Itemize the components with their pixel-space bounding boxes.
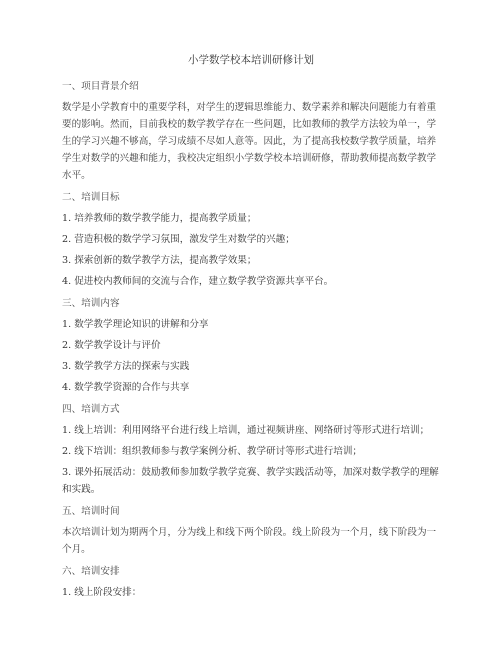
paragraph-line: 数学是小学教育中的重要学科，对学生的逻辑思维能力、数学素养和解决问题能力有着重 bbox=[62, 102, 437, 113]
section-heading-methods: 四、培训方式 bbox=[62, 404, 120, 415]
paragraph-line: 本次培训计划为期两个月，分为线上和线下两个阶段。线上阶段为一个月，线下阶段为一 bbox=[62, 527, 437, 538]
section-heading-content: 三、培训内容 bbox=[62, 298, 120, 309]
list-item: 1. 线上培训：利用网络平台进行线上培训，通过视频讲座、网络研讨等形式进行培训； bbox=[62, 425, 430, 436]
list-item: 2. 线下培训：组织教师参与教学案例分析、教学研讨等形式进行培训； bbox=[62, 446, 363, 457]
list-item: 4. 数学教学资源的合作与共享 bbox=[62, 382, 190, 393]
list-item: 4. 促进校内教师间的交流与合作，建立数学教学资源共享平台。 bbox=[62, 276, 334, 287]
list-item: 3. 探索创新的数学教学方法，提高教学效果； bbox=[62, 255, 257, 266]
document-title: 小学数学校本培训研修计划 bbox=[188, 54, 314, 66]
section-heading-time: 五、培训时间 bbox=[62, 506, 120, 517]
section-heading-goals: 二、培训目标 bbox=[62, 192, 120, 203]
list-item: 2. 营造积极的数学学习氛围，激发学生对数学的兴趣； bbox=[62, 234, 295, 245]
list-item: 3. 数学教学方法的探索与实践 bbox=[62, 361, 190, 372]
paragraph-line: 水平。 bbox=[62, 170, 91, 181]
list-item: 1. 数学教学理论知识的讲解和分享 bbox=[62, 319, 209, 330]
paragraph-line: 学生对数学的兴趣和能力，我校决定组织小学数学校本培训研修，帮助教师提高数学教学 bbox=[62, 153, 437, 164]
paragraph-line: 生的学习兴趣不够高，学习成绩不尽如人意等。因此，为了提高我校数学教学质量，培养 bbox=[62, 136, 437, 147]
list-item: 3. 课外拓展活动：鼓励教师参加数学教学竞赛、教学实践活动等，加深对数学教学的理解 bbox=[62, 467, 439, 478]
list-item: 1. 线上阶段安排： bbox=[62, 587, 142, 598]
list-item: 2. 数学教学设计与评价 bbox=[62, 340, 161, 351]
paragraph-line: 个月。 bbox=[62, 544, 91, 555]
list-item: 1. 培养教师的数学教学能力，提高教学质量； bbox=[62, 213, 257, 224]
list-item-continued: 和实践。 bbox=[62, 484, 101, 495]
paragraph-line: 要的影响。然而，目前我校的数学教学存在一些问题，比如教师的教学方法较为单一，学 bbox=[62, 119, 437, 130]
section-heading-schedule: 六、培训安排 bbox=[62, 566, 120, 577]
section-heading-background: 一、项目背景介绍 bbox=[62, 81, 139, 92]
